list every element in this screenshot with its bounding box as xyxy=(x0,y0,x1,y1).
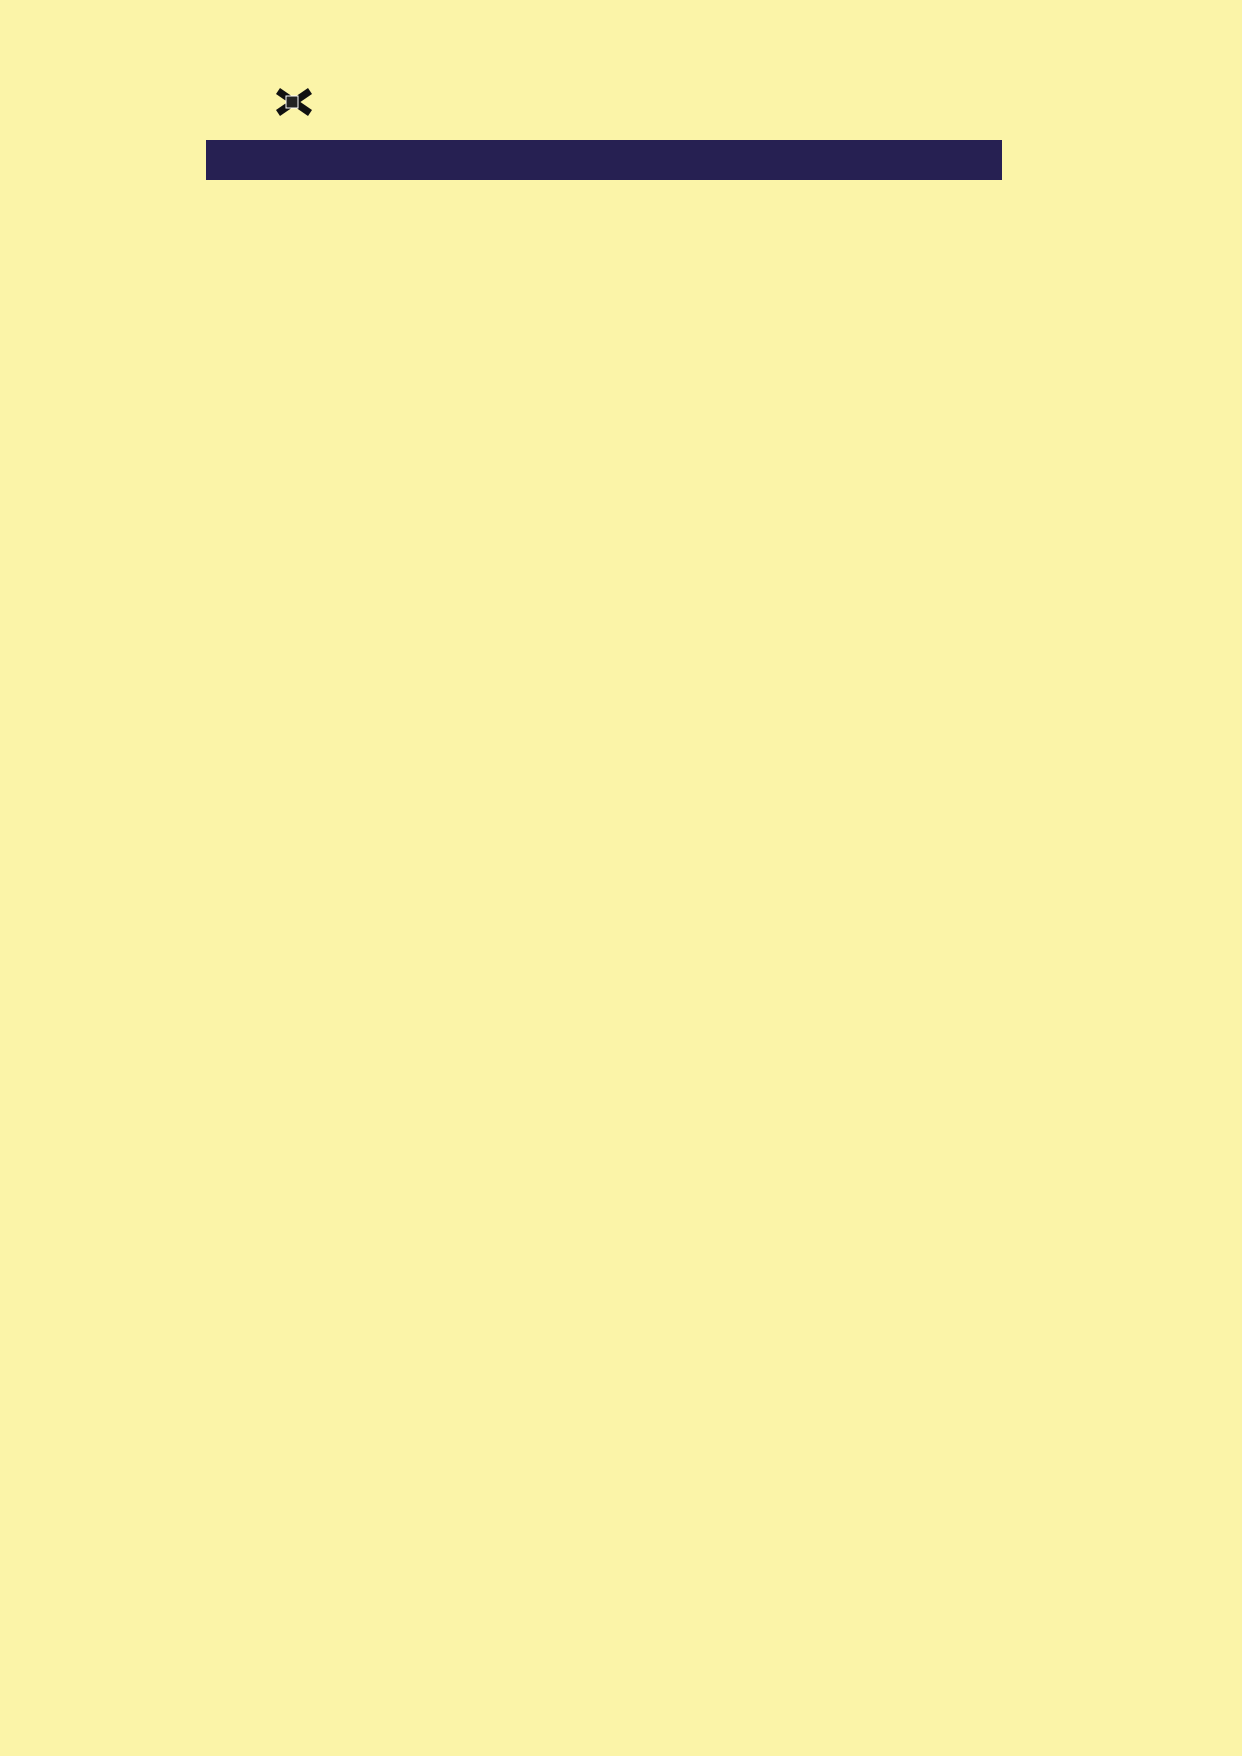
black-belt-icon xyxy=(270,80,314,124)
section-header-kata xyxy=(206,140,1002,180)
